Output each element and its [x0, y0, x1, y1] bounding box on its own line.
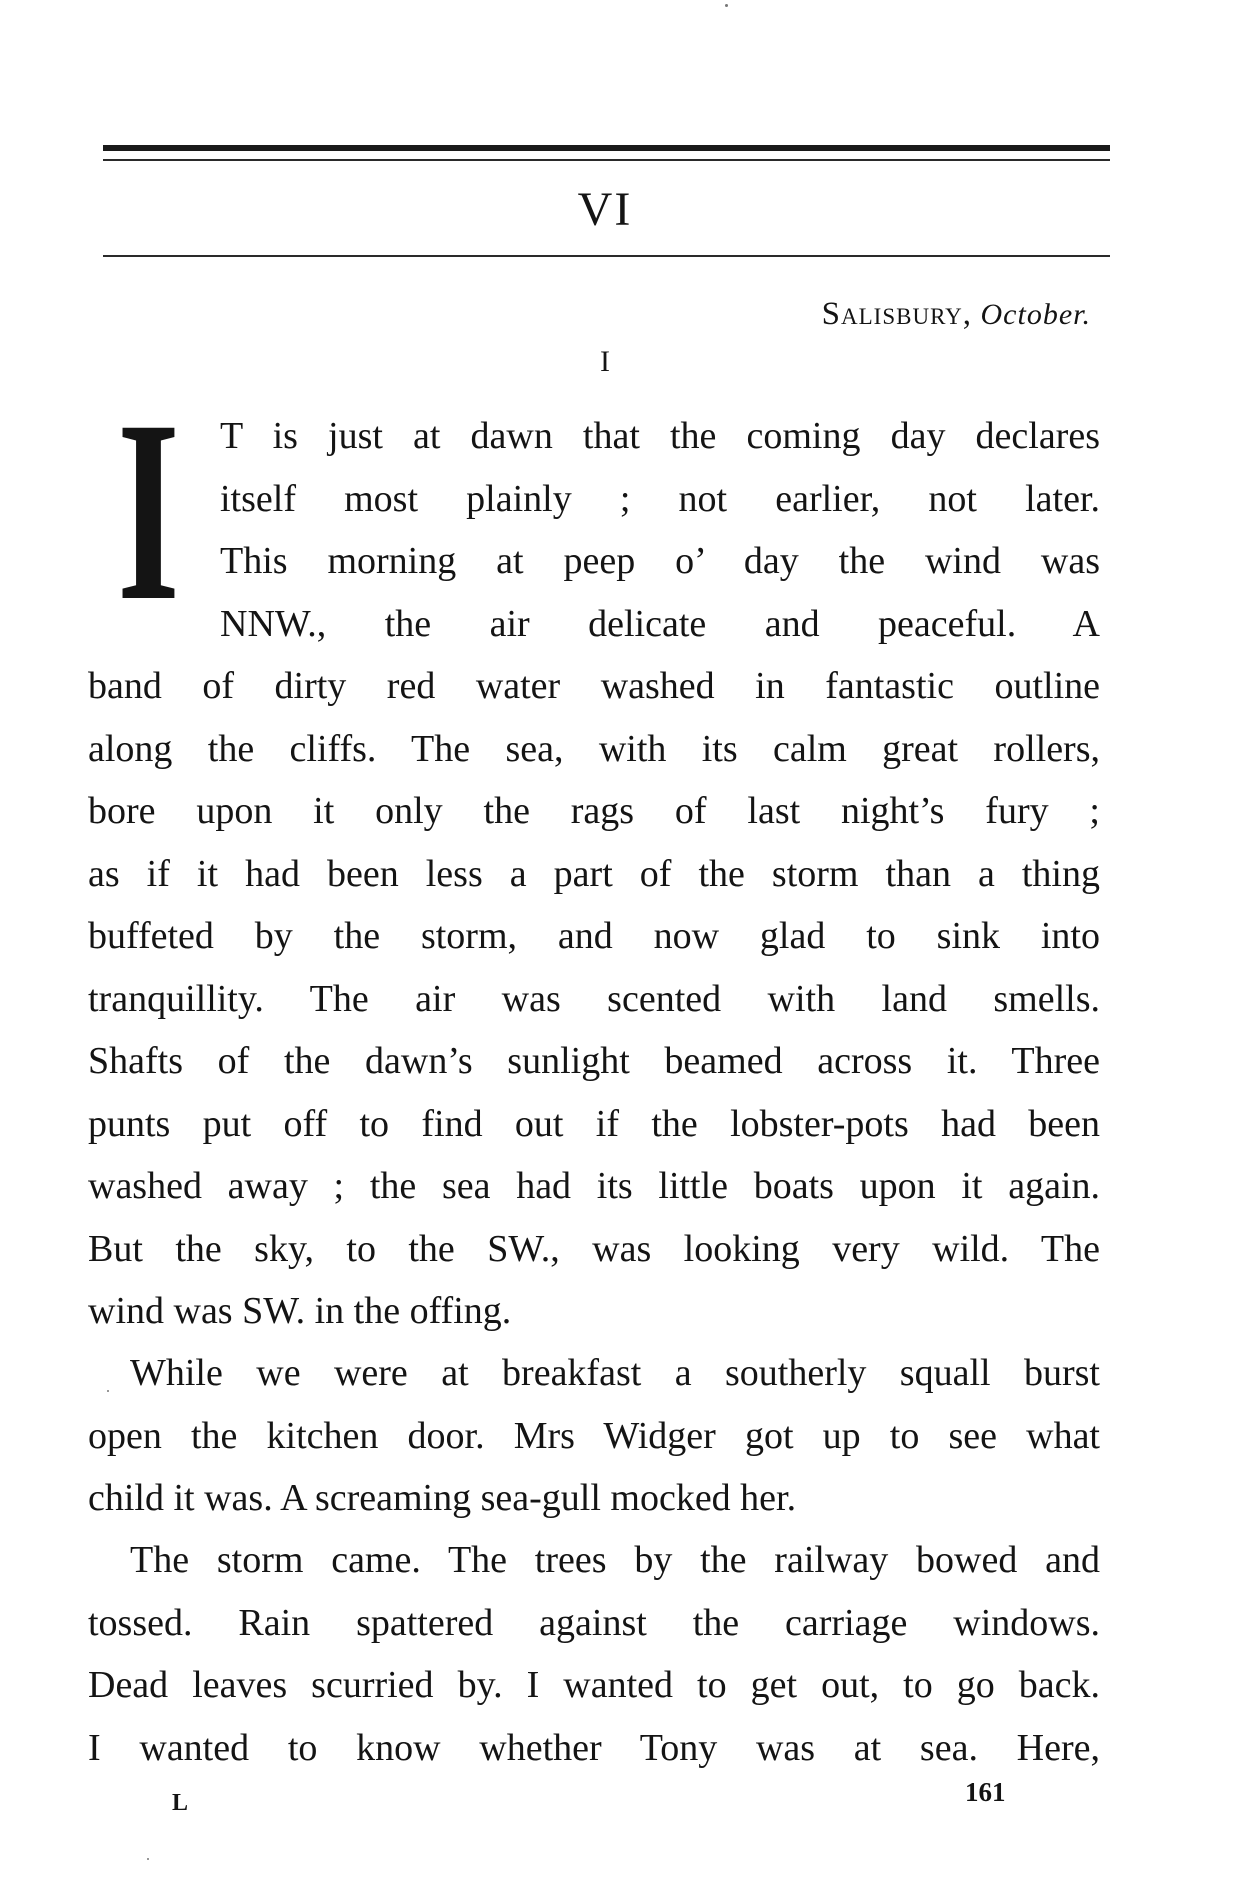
text-line: open the kitchen door. Mrs Widger got up to see what [88, 1414, 1100, 1457]
section-number: I [600, 345, 610, 378]
text-line: bore upon it only the rags of last night’s fury ; [88, 790, 1100, 832]
text-line: T is just at dawn that the coming day declares [220, 415, 1100, 457]
dateline-place: Salisbury, [821, 296, 973, 332]
text-line: The storm came. The trees by the railway bowed and [130, 1539, 1100, 1581]
text-line: NNW., the air delicate and peaceful. A [220, 602, 1100, 645]
text-line: along the cliffs. The sea, with its calm great rollers, [88, 727, 1100, 770]
signature-mark: L [172, 1790, 189, 1816]
text-line: buffeted by the storm, and now glad to sink into [88, 915, 1100, 957]
text-line: tranquillity. The air was scented with land smells. [88, 977, 1100, 1020]
text-line: tossed. Rain spattered against the carriage windows. [88, 1601, 1100, 1644]
page-number: 161 [965, 1777, 1006, 1807]
paper-speck [725, 4, 728, 7]
text-line: While we were at breakfast a southerly squall burst [130, 1352, 1100, 1394]
text-line: wind was SW. in the offing. [88, 1290, 512, 1332]
text-line: Shafts of the dawn’s sunlight beamed across it. Three [88, 1040, 1100, 1082]
text-line: punts put off to find out if the lobster-pots had been [88, 1102, 1100, 1145]
text-line: But the sky, to the SW., was looking very wild. The [88, 1227, 1100, 1270]
dateline [822, 296, 1091, 333]
paragraph-3-first-line [130, 1529, 1100, 1592]
header-rule-thick [103, 145, 1110, 151]
text-line: as if it had been less a part of the storm than a thing [88, 852, 1100, 895]
paper-speck [107, 1390, 109, 1392]
chapter-rule [103, 255, 1110, 257]
text-line: itself most plainly ; not earlier, not later. [220, 477, 1100, 520]
opening-lines [220, 405, 1100, 655]
paragraph-2 [88, 1405, 1100, 1530]
paragraph-3 [88, 1592, 1100, 1780]
text-line: Dead leaves scurried by. I wanted to get out, to go back. [88, 1664, 1100, 1706]
text-line: washed away ; the sea had its little boats upon it again. [88, 1165, 1100, 1207]
text-line: band of dirty red water washed in fantastic outline [88, 665, 1100, 707]
text-line: I wanted to know whether Tony was at sea. Here, [88, 1726, 1100, 1769]
text-line: child it was. A screaming sea-gull mocked her. [88, 1477, 797, 1519]
header-rule-thin [103, 159, 1110, 161]
paragraph-2-first-line [130, 1342, 1100, 1405]
paragraph-1 [88, 655, 1100, 1343]
dateline-month: October. [980, 298, 1091, 331]
drop-cap [100, 405, 190, 605]
chapter-number: VI [577, 183, 633, 236]
drop-cap-letter: I [117, 405, 180, 605]
text-line: This morning at peep o’ day the wind was [220, 540, 1100, 582]
paper-speck [147, 1858, 149, 1860]
